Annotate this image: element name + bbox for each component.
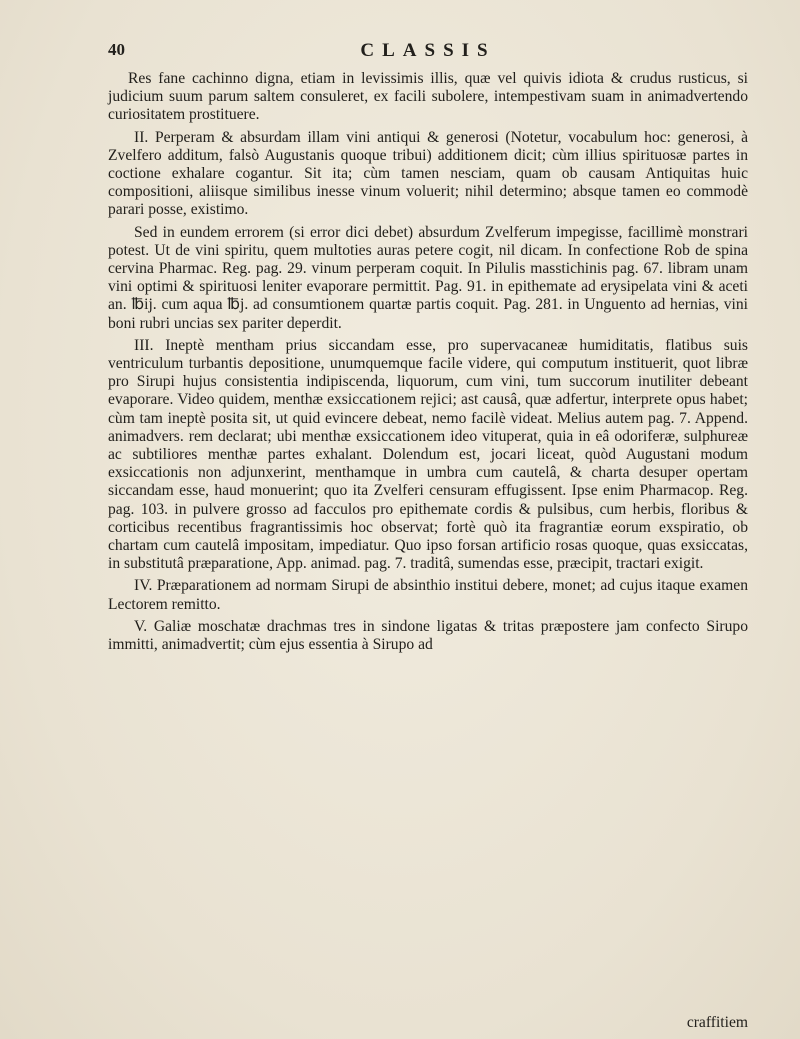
paragraph-sed-in-eundem: Sed in eundem errorem (si error dici debet) absurdum Zvelferum impegisse, facillimè monstrari potest. Ut de vini spiritu, quem multoties auras petere cogit, nil dicam. In confectione Rob de spina cervina Pharmac. Reg. pag. 29. vinum perperam coquit. In Pilulis masstichinis pag. 67. libram unam vini optimi & spirituosi leniter evaporare permittit. Pag. 91. in epithemate ad erysipelata vini & aceti an. ℔ij. cum aqua ℔j. ad consumtionem quartæ partis coquit. Pag. 281. in Unguento ad hernias, vini boni rubri uncias sex pariter deperdit. bbox=[108, 223, 748, 332]
paragraph-section-v: V. Galiæ moschatæ drachmas tres in sindone ligatas & tritas præpostere jam confecto Sirupo immitti, animadvertit; cùm ejus essentia à Sirupo ad bbox=[108, 617, 748, 654]
paragraph-section-ii: II. Perperam & absurdam illam vini antiqui & generosi (Notetur, vocabulum hoc: generosi, à Zvelfero additum, falsò Augustanis quoque tribui) additionem dicit; cùm illius spirituosæ partes in coctione exhalare cogantur. Sit ita; cùm tamen nesciam, quam ob causam Antiquitas huic compositioni, aliisque similibus inesse vinum voluerit; nihil determino; absque tamen eo commodè parari posse, existimo. bbox=[108, 128, 748, 219]
paragraph-section-iii: III. Ineptè mentham prius siccandam esse, pro supervacaneæ humiditatis, flatibus suis ventriculum turbantis depositione, unumquemque facile videre, qui computum instituerit, quot libræ pro Sirupi hujus consistentia indipiscenda, liquorum, cum vini, tum succorum inutiliter debeant evaporare. Video quidem, menthæ exsiccationem rejici; ast causâ, quæ adfertur, interprete opus habet; cùm tam ineptè posita sit, ut quid evincere debeat, nemo facilè videat. Melius autem pag. 7. Append. animadvers. rem declarat; ubi menthæ exsiccationem ideo vituperat, quia in eâ odoriferæ, sulphureæ ac subtiliores menthæ partes exhalant. Dolendum est, jocari liceat, quòd Augustani modum exsiccationis non adjunxerint, menthamque in umbra cum cautelâ, & charta desuper opertam siccandam esse, haud monuerint; quo ita Zvelferi censuram effugissent. Ipse enim Pharmacop. Reg. pag. 103. in pulvere grosso ad facculos pro epithemate cordis & pulsibus, cum herbis, floribus & corticibus recentibus fragrantissimis hoc observat; fortè quò ita fragrantiæ eorum exspiratio, ob chartam cum cautelâ impositam, impediatur. Quo ipso forsan artificio rosas quoque, quas exsiccatas, in substitutâ præparatione, App. animad. pag. 7. traditâ, sumendas esse, præcipit, tractari exigit. bbox=[108, 336, 748, 573]
running-head: CLASSIS bbox=[360, 40, 496, 61]
paragraph-continuation: Res fane cachinno digna, etiam in levissimis illis, quæ vel quivis idiota & crudus rusticus, si judicium suum parum saltem consuleret, ex facili subolere, intempestivam suam in animadvertendo curiositatem prostituere. bbox=[108, 70, 748, 124]
page-number: 40 bbox=[108, 40, 125, 59]
paragraph-section-iv: IV. Præparationem ad normam Sirupi de absinthio institui debere, monet; ad cujus itaque examen Lectorem remitto. bbox=[108, 577, 748, 613]
body-text bbox=[108, 70, 748, 658]
page-header bbox=[108, 40, 748, 70]
catchword: craffitiem bbox=[686, 1014, 748, 1031]
